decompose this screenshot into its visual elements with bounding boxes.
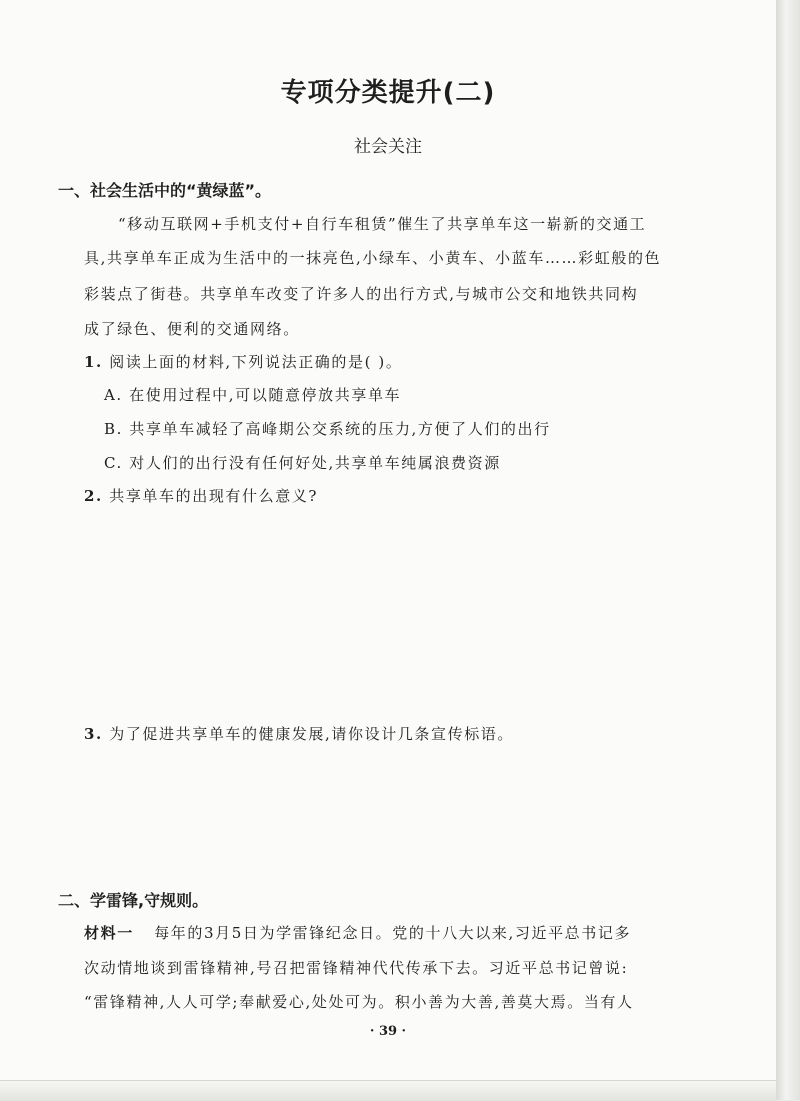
question-3-number: 3. — [84, 725, 103, 743]
option-b: B. 共享单车减轻了高峰期公交系统的压力,方便了人们的出行 — [104, 420, 551, 438]
section2-heading: 二、学雷锋,守规则。 — [58, 891, 209, 910]
page-number: · 39 · — [369, 1024, 407, 1039]
question-2-number: 2. — [84, 487, 103, 505]
question-3-text: 为了促进共享单车的健康发展,请你设计几条宣传标语。 — [109, 725, 515, 743]
passage-line-3: 彩装点了街巷。共享单车改变了许多人的出行方式,与城市公交和地铁共同构 — [84, 285, 639, 303]
page-edge — [776, 0, 800, 1100]
question-1-text: 阅读上面的材料,下列说法正确的是( )。 — [109, 353, 403, 371]
material-1-text-1: 每年的3月5日为学雷锋纪念日。党的十八大以来,习近平总书记多 — [154, 924, 632, 942]
section1-heading: 一、社会生活中的“黄绿蓝”。 — [58, 181, 272, 200]
material-1-line-1 — [84, 922, 631, 943]
material-1-label: 材料一 — [84, 924, 134, 942]
question-1 — [84, 351, 402, 372]
material-1-line-2: 次动情地谈到雷锋精神,号召把雷锋精神代代传承下去。习近平总书记曾说: — [84, 959, 629, 977]
question-3 — [84, 723, 514, 744]
question-2 — [84, 485, 318, 506]
question-1-number: 1. — [84, 353, 103, 371]
passage-line-1: “移动互联网+手机支付+自行车租赁”催生了共享单车这一崭新的交通工 — [118, 215, 647, 233]
page-subtitle: 社会关注 — [354, 137, 422, 157]
passage-line-2: 具,共享单车正成为生活中的一抹亮色,小绿车、小黄车、小蓝车……彩虹般的色 — [84, 249, 662, 267]
option-c: C. 对人们的出行没有任何好处,共享单车纯属浪费资源 — [104, 454, 501, 472]
question-2-text: 共享单车的出现有什么意义? — [109, 487, 319, 505]
page-bottom-edge — [0, 1080, 776, 1101]
material-1-line-3: “雷锋精神,人人可学;奉献爱心,处处可为。积小善为大善,善莫大焉。当有人 — [84, 993, 634, 1011]
page-title: 专项分类提升(二) — [280, 78, 496, 108]
option-a: A. 在使用过程中,可以随意停放共享单车 — [104, 386, 402, 404]
passage-line-4: 成了绿色、便利的交通网络。 — [84, 320, 300, 338]
